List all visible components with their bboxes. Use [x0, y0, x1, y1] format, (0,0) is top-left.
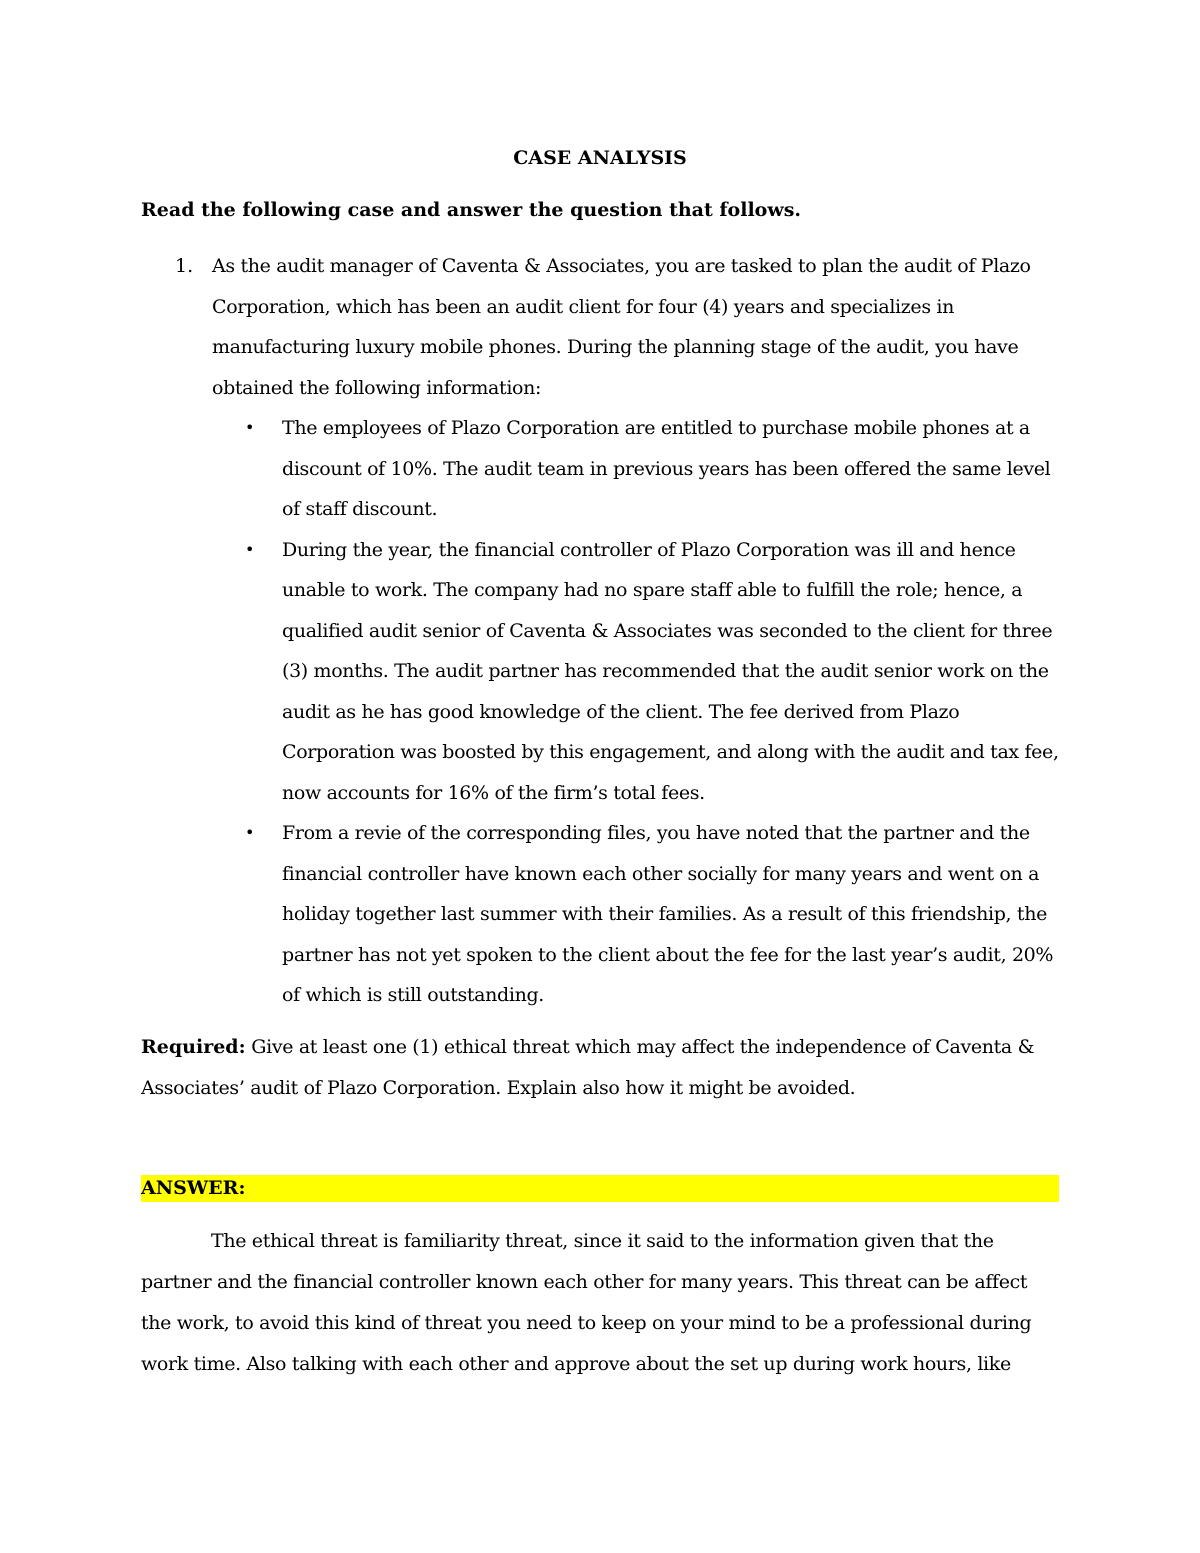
answer-label: ANSWER: — [141, 1177, 246, 1199]
document-title: CASE ANALYSIS — [513, 147, 687, 169]
bullet-text: During the year, the financial controller of Plazo Corporation was ill and hence unable to work. The company had no spare staff able to fulfill the role; hence, a qualified audit senior of Caventa & Associates was seconded to the client for three (3) months. The audit partner has recommended that the audit senior work on the audit as he has good knowledge of the client. The fee derived from Plazo Corporation was boosted by this engagement, and along with the audit and tax fee, now accounts for 16% of the firm’s total fees. — [282, 538, 1059, 804]
answer-highlight — [141, 1175, 1059, 1202]
required-text: Give at least one (1) ethical threat which may affect the independence of Caventa & Associates’ audit of Plazo Corporation. Explain also how it might be avoided. — [141, 1036, 1035, 1099]
required-label: Required: — [141, 1036, 246, 1058]
required-paragraph — [141, 1027, 1061, 1109]
question-block — [141, 246, 1061, 1016]
question-text: As the audit manager of Caventa & Associates, you are tasked to plan the audit of Plazo Corporation, which has been an audit client for four (4) years and specializes in manufacturing luxury mobile phones. During the planning stage of the audit, you have obtained the following information: — [212, 255, 1031, 399]
instruction-text: Read the following case and answer the question that follows. — [141, 199, 802, 221]
bullet-icon: • — [245, 418, 255, 437]
answer-text: The ethical threat is familiarity threat, since it said to the information given that the partner and the financial controller known each other for many years. This threat can be affect the work, to avoid this kind of threat you need to keep on your mind to be a professional during work time. Also talking with each other and approve about the set up during work hours, like — [141, 1230, 1032, 1375]
bullet-item — [245, 408, 1061, 530]
bullet-icon: • — [245, 823, 255, 842]
bullet-list — [141, 408, 1061, 1016]
bullet-text: From a revie of the corresponding files, you have noted that the partner and the financial controller have known each other socially for many years and went on a holiday together last summer with their families. As a result of this friendship, the partner has not yet spoken to the client about the fee for the last year’s audit, 20% of which is still outstanding. — [282, 822, 1054, 1006]
question-number: 1. — [175, 255, 194, 277]
bullet-icon: • — [245, 539, 255, 559]
bullet-item — [245, 530, 1061, 814]
bullet-text: The employees of Plazo Corporation are entitled to purchase mobile phones at a discount of 10%. The audit team in previous years has been offered the same level of staff discount. — [282, 417, 1051, 520]
bullet-item — [245, 813, 1061, 1016]
